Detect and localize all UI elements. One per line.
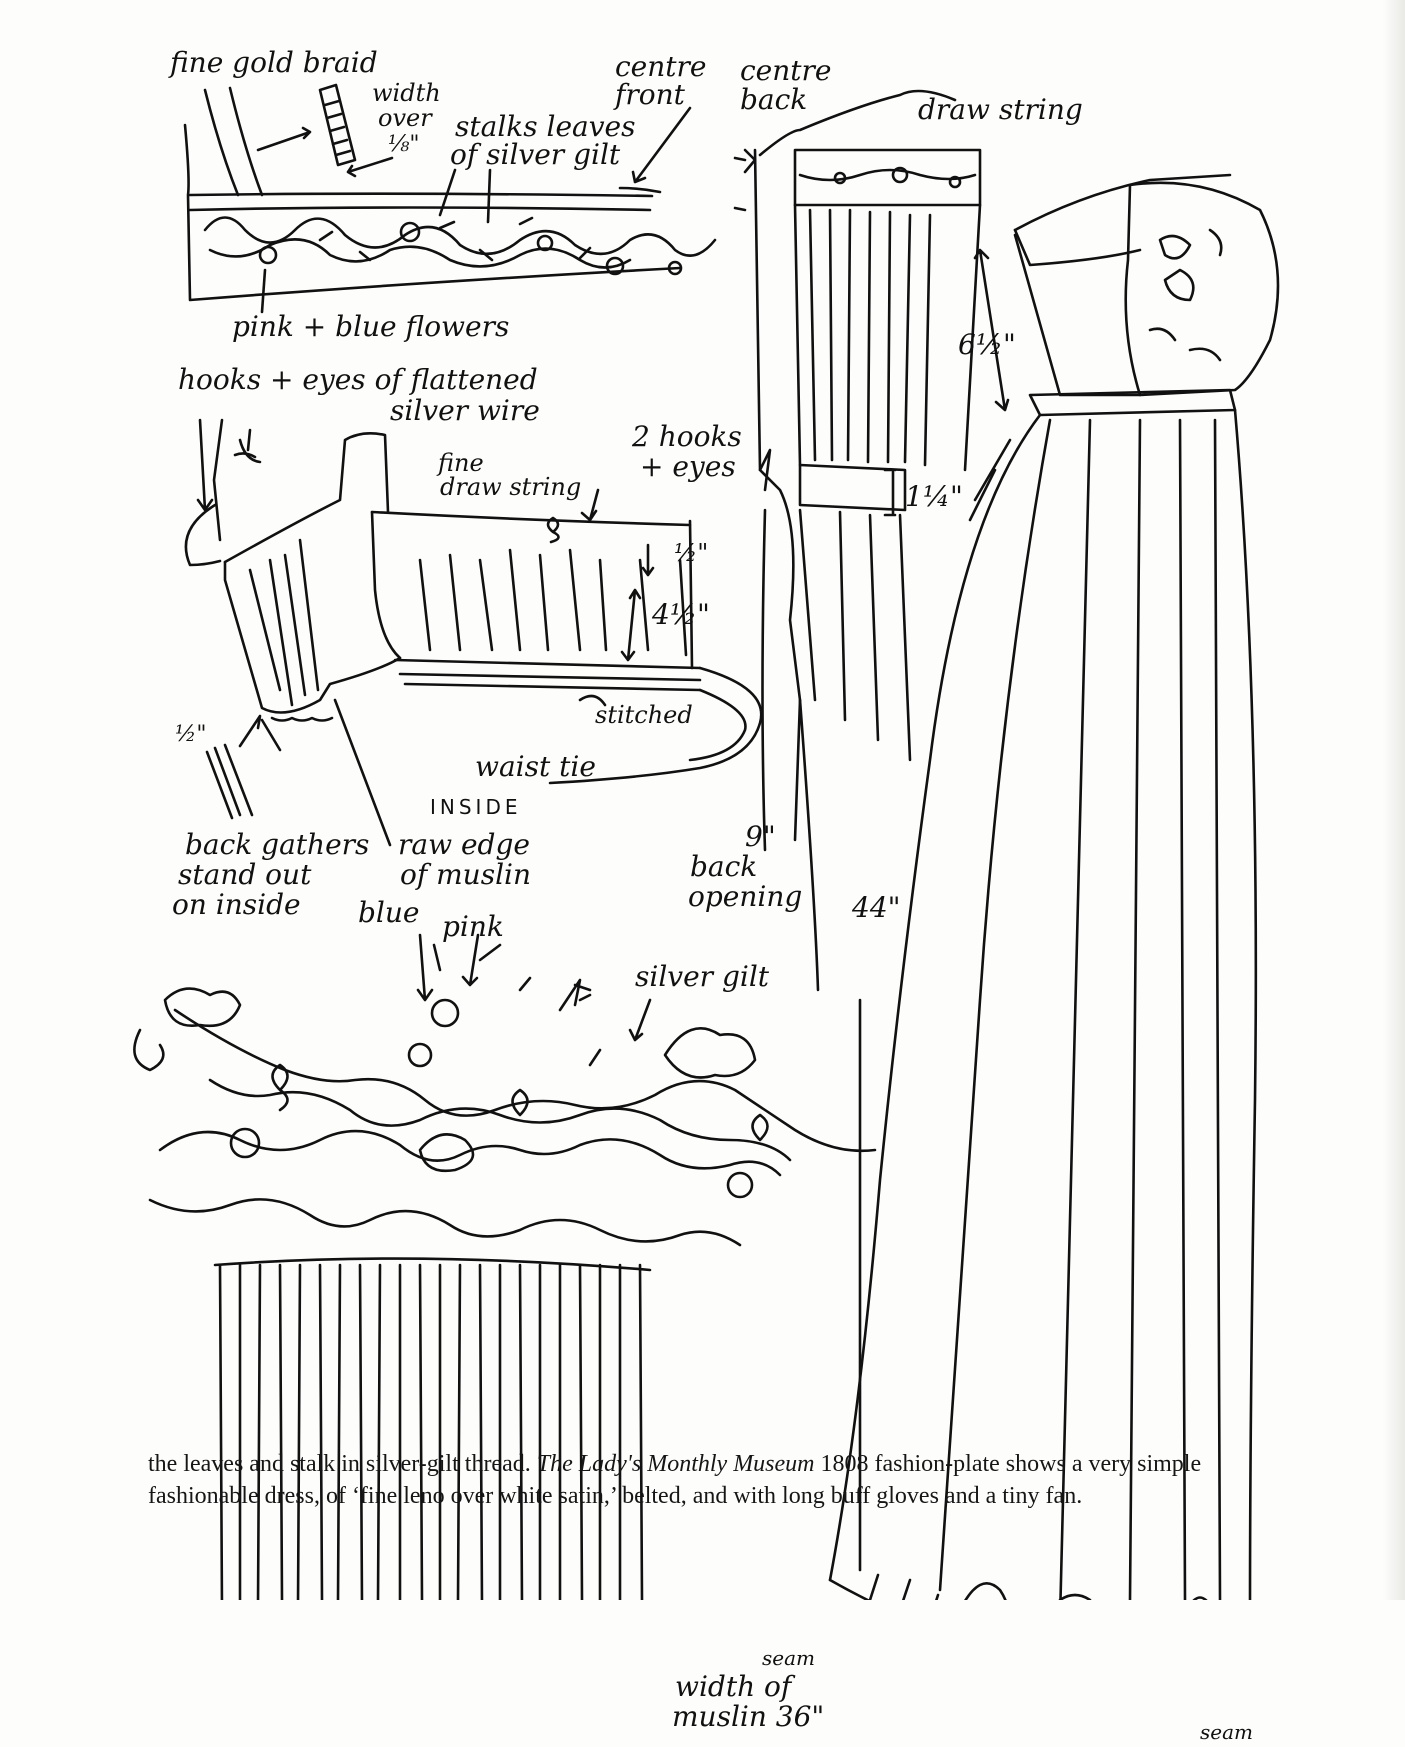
- caption-part-1: the leaves and stalk in silver-gilt thread.: [148, 1451, 537, 1477]
- label-width: width: [372, 79, 441, 107]
- label-one-quarter-inch: 1¼": [905, 480, 963, 513]
- label-half-inch: ½": [674, 539, 709, 567]
- label-stalks-leaves: stalks leaves: [455, 110, 636, 143]
- caption-part-2: 1808 fashion-plate shows a very simple fashionable dress, of ‘fine leno over white satin,’ belted, and with long buff gloves and a tiny fan.: [148, 1451, 1202, 1509]
- label-centre-back-1: centre: [740, 54, 832, 87]
- label-blue: blue: [358, 896, 420, 929]
- label-fine-draw-string: draw string: [440, 473, 582, 501]
- back-view-sketch: [735, 91, 980, 990]
- label-inside: INSIDE: [430, 795, 522, 819]
- label-seam-left: seam: [762, 1646, 815, 1670]
- page-edge-shadow: [1383, 0, 1405, 1600]
- label-nine-inch: 9": [745, 820, 776, 853]
- label-waist-tie: waist tie: [475, 750, 596, 783]
- label-of-silver-gilt: of silver gilt: [450, 138, 621, 171]
- label-draw-string: draw string: [918, 93, 1083, 126]
- label-back-opening-2: opening: [688, 880, 803, 913]
- label-silver-wire: silver wire: [390, 394, 540, 427]
- label-fine: fine: [438, 449, 484, 477]
- label-hooks-eyes: hooks + eyes of flattened: [178, 363, 538, 396]
- label-two-hooks: 2 hooks: [632, 420, 742, 453]
- label-width-of: width of: [675, 1670, 792, 1703]
- label-of-muslin: of muslin: [400, 858, 532, 891]
- label-seam-right: seam: [1200, 1720, 1253, 1744]
- label-six-half-inch: 6½": [958, 328, 1016, 361]
- label-half-inch-left: ½": [175, 722, 207, 747]
- label-stitched: stitched: [595, 701, 693, 729]
- label-stand-out: stand out: [178, 858, 312, 891]
- label-eighth-inch: ⅛": [388, 132, 420, 157]
- label-raw-edge: raw edge: [398, 828, 530, 861]
- band-detail-sketch: [185, 85, 715, 312]
- label-centre-back-2: back: [740, 83, 808, 116]
- label-centre-front-1: centre: [615, 50, 707, 83]
- caption-publication-title: The Lady's Monthly Museum: [536, 1451, 815, 1477]
- label-back-gathers: back gathers: [185, 828, 370, 861]
- label-on-inside: on inside: [172, 888, 301, 921]
- label-centre-front-2: front: [615, 78, 685, 111]
- label-four-half-inch: 4½": [652, 598, 710, 631]
- label-forty-four-inch: 44": [852, 891, 901, 924]
- label-over: over: [378, 104, 432, 132]
- label-silver-gilt: silver gilt: [635, 960, 770, 993]
- label-muslin-36: muslin 36": [672, 1700, 825, 1733]
- label-pink: pink: [442, 910, 504, 943]
- label-and-eyes: + eyes: [640, 450, 736, 483]
- label-fine-gold-braid: fine gold braid: [170, 46, 378, 79]
- label-back-opening-1: back: [690, 850, 758, 883]
- label-pink-blue-flowers: pink + blue flowers: [232, 310, 510, 343]
- caption-text: [148, 1448, 1208, 1512]
